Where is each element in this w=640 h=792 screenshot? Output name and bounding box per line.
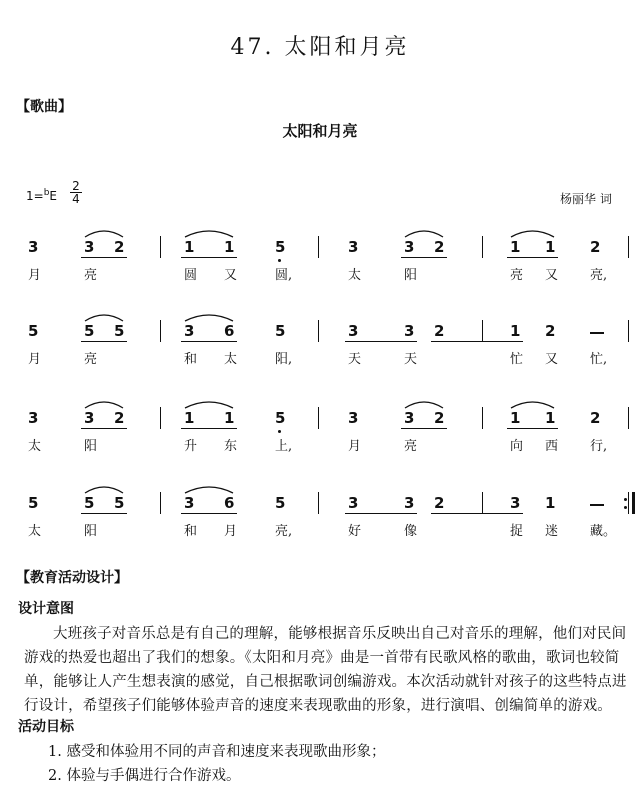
lyric: 忙 <box>510 352 524 367</box>
key-label: 1= <box>26 189 44 203</box>
lyric: 忙, <box>590 352 608 367</box>
note: 3 <box>28 409 39 427</box>
bar-line <box>160 236 161 258</box>
lyric: 又 <box>545 352 559 367</box>
goals-heading: 活动目标 <box>18 719 74 735</box>
bar-line <box>160 407 161 429</box>
note: 2 <box>434 409 445 427</box>
key-signature <box>26 188 57 203</box>
lyric: 又 <box>224 268 238 283</box>
lyric: 像 <box>404 524 418 539</box>
note: 1 <box>184 409 195 427</box>
note: 5 <box>28 322 39 340</box>
slur <box>85 487 123 493</box>
note: 3 <box>404 494 415 512</box>
lyric: 亮, <box>275 524 293 539</box>
bar-line <box>628 407 629 429</box>
note: 1 <box>510 322 521 340</box>
bar-line <box>628 236 629 258</box>
lyric: 太 <box>28 439 42 454</box>
note: 5 <box>275 238 286 256</box>
hold-dash <box>590 504 604 506</box>
note: 1 <box>184 238 195 256</box>
lyric: 和 <box>184 352 198 367</box>
lyric: 阳 <box>84 524 98 539</box>
beam-underline <box>345 513 417 514</box>
beam-underline <box>431 513 523 514</box>
lyric: 天 <box>404 352 418 367</box>
note: 2 <box>434 322 445 340</box>
note: 2 <box>590 238 601 256</box>
lyric: 升 <box>184 439 198 454</box>
key-flat: b <box>43 188 50 198</box>
slur <box>185 487 233 493</box>
lyric: 向 <box>510 439 524 454</box>
lyric: 月 <box>224 524 238 539</box>
lyric: 亮, <box>590 268 608 283</box>
note: 5 <box>275 322 286 340</box>
note: 5 <box>28 494 39 512</box>
note: 2 <box>434 494 445 512</box>
note: 3 <box>404 409 415 427</box>
lyric: 亮 <box>84 268 98 283</box>
repeat-dot <box>624 498 627 501</box>
note: 5 <box>275 494 286 512</box>
slur <box>185 231 233 237</box>
beam-underline <box>345 341 417 342</box>
section-design-heading: 【教育活动设计】 <box>16 570 128 586</box>
lyric: 西 <box>545 439 559 454</box>
note: 5 <box>84 322 95 340</box>
note: 3 <box>404 322 415 340</box>
note: 3 <box>510 494 521 512</box>
note: 2 <box>590 409 601 427</box>
bar-line <box>628 492 629 514</box>
slur <box>405 402 443 408</box>
key-letter: E <box>49 189 58 203</box>
lyric: 月 <box>28 268 42 283</box>
bar-line <box>160 492 161 514</box>
note: 3 <box>84 409 95 427</box>
final-bar-line <box>632 492 635 514</box>
beam-underline <box>401 257 447 258</box>
note: 6 <box>224 494 235 512</box>
note: 3 <box>348 494 359 512</box>
slur <box>511 231 554 237</box>
beam-underline <box>507 257 558 258</box>
lyric: 捉 <box>510 524 524 539</box>
note: 3 <box>28 238 39 256</box>
goal-item: 2. 体验与手偶进行合作游戏。 <box>48 768 241 784</box>
lyric: 太 <box>348 268 362 283</box>
lyric: 迷 <box>545 524 559 539</box>
lyric: 圆, <box>275 268 293 283</box>
bar-line <box>318 320 319 342</box>
slur <box>85 231 123 237</box>
note: 1 <box>224 409 235 427</box>
lyric: 好 <box>348 524 362 539</box>
slur <box>185 402 233 408</box>
bar-line <box>482 320 483 342</box>
note: 5 <box>275 409 286 427</box>
beam-underline <box>181 341 237 342</box>
slur <box>85 315 123 321</box>
note: 3 <box>404 238 415 256</box>
octave-dot <box>278 259 281 262</box>
song-title: 太阳和月亮 <box>282 122 358 140</box>
goal-item: 1. 感受和体验用不同的声音和速度来表现歌曲形象； <box>48 744 386 760</box>
lyric: 上, <box>275 439 293 454</box>
note: 1 <box>545 409 556 427</box>
lyric: 月 <box>348 439 362 454</box>
octave-dot <box>278 430 281 433</box>
lyric: 阳 <box>84 439 98 454</box>
bar-line <box>482 407 483 429</box>
beam-underline <box>81 341 127 342</box>
slur <box>85 402 123 408</box>
lyric: 亮 <box>404 439 418 454</box>
lyric: 又 <box>545 268 559 283</box>
beam-underline <box>181 513 237 514</box>
beam-underline <box>181 428 237 429</box>
lyric: 天 <box>348 352 362 367</box>
beam-underline <box>81 428 127 429</box>
beam-underline <box>507 428 558 429</box>
design-intent-heading: 设计意图 <box>18 601 74 617</box>
note: 1 <box>510 409 521 427</box>
note: 3 <box>348 322 359 340</box>
note: 5 <box>84 494 95 512</box>
note: 1 <box>545 238 556 256</box>
lyric: 月 <box>28 352 42 367</box>
lyric: 亮 <box>510 268 524 283</box>
time-bottom: 4 <box>72 192 80 206</box>
page-title: 47. 太阳和月亮 <box>230 35 410 60</box>
lyric: 阳, <box>275 352 293 367</box>
note: 5 <box>114 494 125 512</box>
section-song-heading: 【歌曲】 <box>16 99 72 115</box>
lyric: 太 <box>28 524 42 539</box>
note: 1 <box>224 238 235 256</box>
note: 2 <box>114 238 125 256</box>
slur <box>511 402 554 408</box>
note: 3 <box>84 238 95 256</box>
slur <box>185 315 233 321</box>
hold-dash <box>590 332 604 334</box>
lyric: 东 <box>224 439 238 454</box>
note: 3 <box>348 238 359 256</box>
lyric: 和 <box>184 524 198 539</box>
lyric: 圆 <box>184 268 198 283</box>
time-top: 2 <box>72 179 80 193</box>
time-signature <box>70 180 82 205</box>
beam-underline <box>81 513 127 514</box>
note: 2 <box>545 322 556 340</box>
beam-underline <box>401 428 447 429</box>
lyric: 阳 <box>404 268 418 283</box>
note: 2 <box>434 238 445 256</box>
bar-line <box>160 320 161 342</box>
beam-underline <box>181 257 237 258</box>
bar-line <box>482 492 483 514</box>
repeat-dot <box>624 506 627 509</box>
bar-line <box>318 492 319 514</box>
note: 3 <box>348 409 359 427</box>
bar-line <box>482 236 483 258</box>
bar-line <box>318 407 319 429</box>
note: 5 <box>114 322 125 340</box>
note: 2 <box>114 409 125 427</box>
note: 3 <box>184 494 195 512</box>
beam-underline <box>431 341 523 342</box>
lyric: 亮 <box>84 352 98 367</box>
lyric: 藏。 <box>590 524 617 539</box>
note: 3 <box>184 322 195 340</box>
design-intent-text: 大班孩子对音乐总是有自己的理解，能够根据音乐反映出自己对音乐的理解，他们对民间游戏的热爱也超出了我们的想象。《太阳和月亮》曲是一首带有民歌风格的歌曲，歌词也较简单，能够让人产生想表演的感觉，自己根据歌词创编游戏。本次活动就针对孩子的这些特点进行设计，希望孩子们能够体验声音的速度来表现歌曲的形象，进行演唱、创编简单的游戏。 <box>24 626 627 714</box>
note: 1 <box>510 238 521 256</box>
note: 1 <box>545 494 556 512</box>
lyricist-credit: 杨丽华 词 <box>560 192 612 206</box>
bar-line <box>628 320 629 342</box>
note: 6 <box>224 322 235 340</box>
beam-underline <box>81 257 127 258</box>
slur <box>405 231 443 237</box>
bar-line <box>318 236 319 258</box>
lyric: 行, <box>590 439 608 454</box>
lyric: 太 <box>224 352 238 367</box>
